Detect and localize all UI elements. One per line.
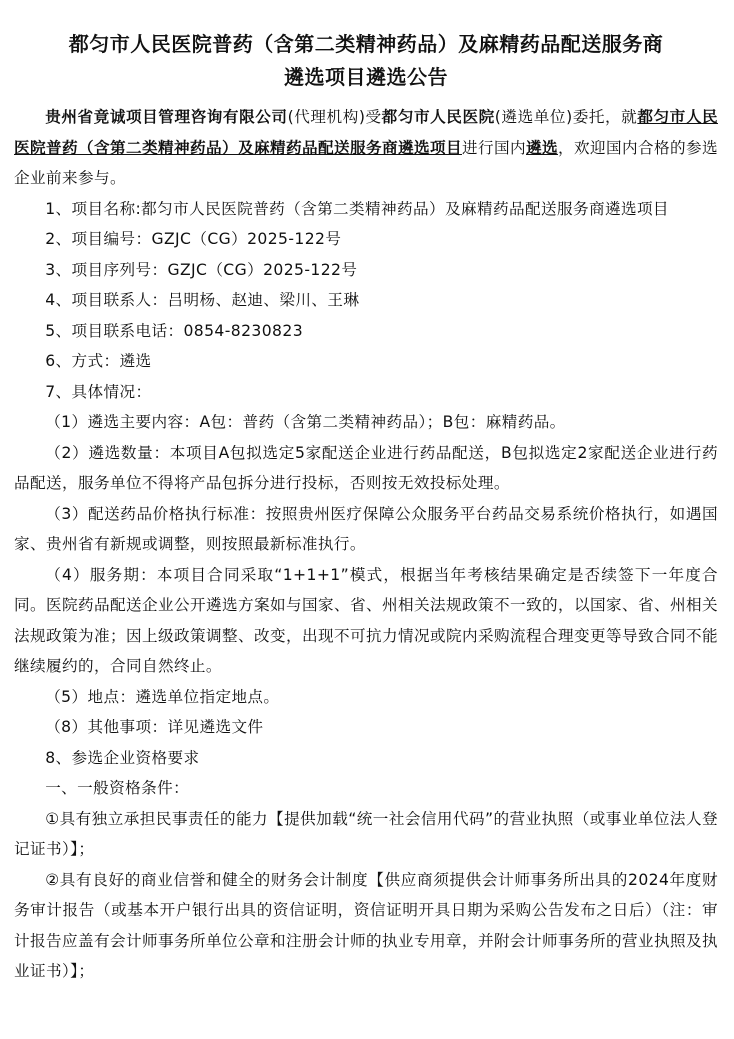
unit-name: 都匀市人民医院 (381, 108, 495, 126)
detail-price-standard: （3）配送药品价格执行标准：按照贵州医疗保障公众服务平台药品交易系统价格执行，如遇国家、贵州省有新规或调整，则按照最新标准执行。 (14, 504, 718, 553)
agency-role: (代理机构)受 (287, 108, 382, 126)
item-project-name: 1、项目名称:都匀市人民医院普药（含第二类精神药品）及麻精药品配送服务商遴选项目 (45, 199, 669, 218)
agency-name: 贵州省竟诚项目管理咨询有限公司 (45, 108, 288, 126)
condition-1: ①具有独立承担民事责任的能力【提供加载“统一社会信用代码”的营业执照（或事业单位法人登记证书）】； (14, 809, 718, 858)
detail-quantity: （2）遴选数量：本项目A包拟选定5家配送企业进行药品配送，B包拟选定2家配送企业进行药品配送，服务单位不得将产品包拆分进行投标，否则按无效投标处理。 (14, 443, 718, 492)
project-name: 都匀市人民医院普药（含第二类精神药品）及麻精药品配送服务商遴选项目 (14, 108, 718, 157)
item-method: 6、方式：遴选 (45, 352, 152, 370)
detail-content: （1）遴选主要内容：A包：普药（含第二类精神药品）；B包：麻精药品。 (45, 413, 566, 431)
item-qualification-heading: 8、参选企业资格要求 (45, 748, 200, 767)
unit-role: (遴选单位)委托，就 (494, 108, 638, 126)
item-project-number: 2、项目编号：GZJC（CG）2025-122号 (45, 230, 342, 248)
title-line-2: 遴选项目遴选公告 (284, 65, 448, 89)
detail-other: （8）其他事项：详见遴选文件 (45, 718, 264, 736)
intro-paragraph (14, 102, 718, 194)
item-contacts: 4、项目联系人：吕明杨、赵迪、梁川、王琳 (45, 291, 360, 309)
item-phone: 5、项目联系电话：0854-8230823 (45, 321, 304, 340)
detail-location: （5）地点：遴选单位指定地点。 (45, 687, 280, 706)
title-line-1: 都匀市人民医院普药（含第二类精神药品）及麻精药品配送服务商 (68, 32, 664, 56)
condition-2: ②具有良好的商业信誉和健全的财务会计制度【供应商须提供会计师事务所出具的2024年度财务审计报告（或基本开户银行出具的资信证明，资信证明开具日期为采购公告发布之日后）（注：审计报告应盖有会计师事务所单位公章和注册会计师的执业专用章，并附会计师事务所的营业执照及执业证书）】； (14, 870, 718, 980)
intro-tail: ，欢迎国内合格的参选企业前来参与。 (14, 138, 718, 187)
general-conditions-heading: 一、一般资格条件： (45, 779, 190, 797)
page-title (14, 28, 718, 94)
intro-mid: 进行国内 (461, 138, 526, 157)
item-project-serial: 3、项目序列号：GZJC（CG）2025-122号 (45, 260, 358, 279)
detail-service-period: （4）服务期：本项目合同采取“1+1+1”模式，根据当年考核结果确定是否续签下一年度合同。医院药品配送企业公开遴选方案如与国家、省、州相关法规政策不一致的，以国家、省、州相关法规政策为准；因上级政策调整、改变，出现不可抗力情况或院内采购流程合理变更等导致合同不能继续履约的，合同自然终止。 (14, 565, 718, 675)
notice-body (14, 102, 718, 987)
procurement-method: 遴选 (525, 138, 558, 157)
item-details-heading: 7、具体情况： (45, 382, 152, 401)
